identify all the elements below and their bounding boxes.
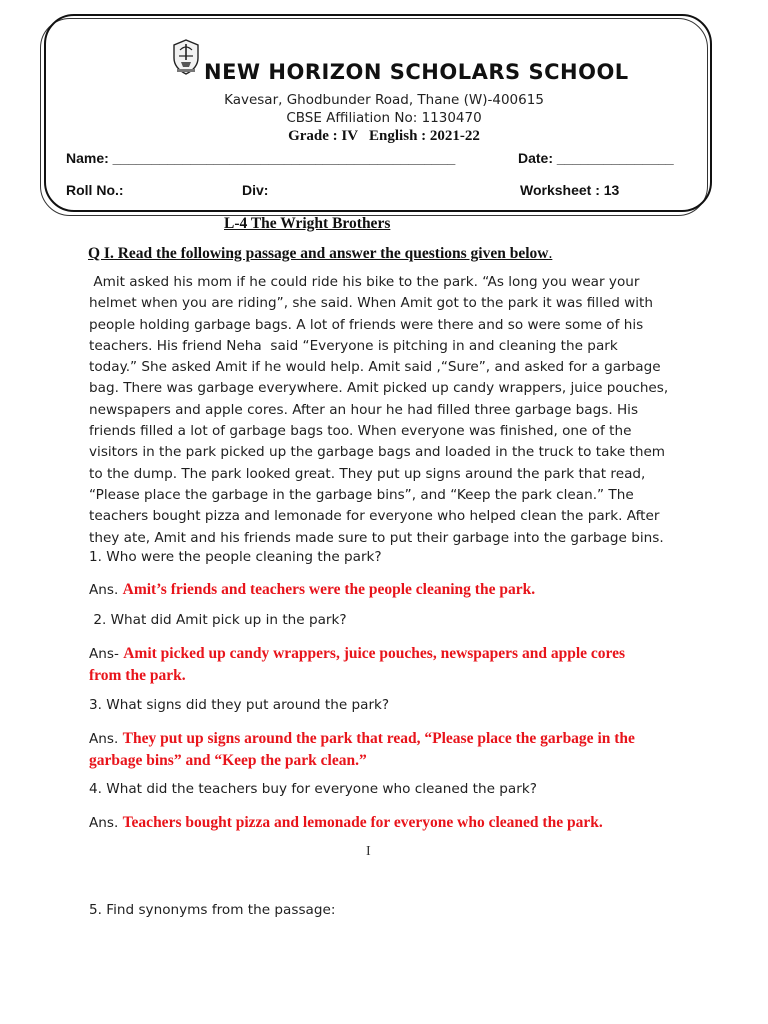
answer-text: They put up signs around the park that read, “Please place the garbage in the — [122, 730, 635, 747]
passage-line: to the dump. The park looked great. They put up signs around the park that read, — [89, 465, 646, 482]
answer-prefix: Ans- — [89, 646, 124, 662]
answer-2 — [89, 643, 625, 687]
answer-prefix: Ans. — [89, 815, 123, 831]
answer-text: Teachers bought pizza and lemonade for everyone who cleaned the park. — [122, 814, 603, 831]
passage-line: helmet when you are riding”, she said. When Amit got to the park it was filled with — [89, 295, 654, 312]
name-field[interactable]: Name: ____________________________________________ — [66, 150, 456, 166]
reading-passage — [89, 272, 709, 549]
passage-line: bag. There was garbage everywhere. Amit picked up candy wrappers, juice pouches, — [89, 380, 669, 397]
passage-line: Amit asked his mom if he could ride his bike to the park. “As long you wear your — [89, 274, 640, 290]
answer-1 — [89, 579, 535, 601]
text-cursor: I — [366, 844, 371, 859]
cbse-affiliation: CBSE Affiliation No: 1130470 — [286, 110, 482, 126]
passage-line: teachers. His friend Neha said “Everyone is pitching in and cleaning the park — [89, 337, 618, 354]
lesson-title: L-4 The Wright Brothers — [224, 215, 391, 232]
date-field[interactable]: Date: _______________ — [518, 150, 674, 166]
answer-text: Amit picked up candy wrappers, juice pouches, newspapers and apple cores — [123, 645, 626, 662]
passage-line: they ate, Amit and his friends made sure to put their garbage into the garbage bins. — [89, 529, 664, 546]
passage-line: “Please place the garbage in the garbage bins”, and “Keep the park clean.” The — [89, 486, 634, 503]
passage-line: today.” She asked Amit if he would help. Amit said ,“Sure”, and asked for a garbage — [89, 359, 661, 376]
grade-subject-year: Grade : IV English : 2021-22 — [288, 128, 480, 144]
answer-text: Amit’s friends and teachers were the people cleaning the park. — [122, 581, 536, 598]
question-4: 4. What did the teachers buy for everyone who cleaned the park? — [89, 781, 537, 797]
school-name: NEW HORIZON SCHOLARS SCHOOL — [204, 60, 629, 84]
answer-3 — [89, 728, 635, 772]
school-address: Kavesar, Ghodbunder Road, Thane (W)-400615 — [224, 92, 544, 108]
question-5: 5. Find synonyms from the passage: — [89, 902, 336, 918]
roll-no-field[interactable]: Roll No.: — [66, 182, 124, 198]
worksheet-number: Worksheet : 13 — [520, 182, 620, 198]
div-field[interactable]: Div: — [242, 182, 269, 198]
passage-line: people holding garbage bags. A lot of friends were there and so were some of his — [89, 316, 644, 333]
answer-4 — [89, 812, 603, 834]
answer-text: garbage bins” and “Keep the park clean.” — [89, 752, 367, 769]
question-heading-period: . — [548, 245, 553, 262]
question-2: 2. What did Amit pick up in the park? — [89, 612, 347, 628]
passage-line: visitors in the park picked up the garbage bags and loaded in the truck to take them — [89, 444, 666, 461]
question-heading-text: Q I. Read the following passage and answer the questions given below — [88, 245, 549, 262]
answer-prefix: Ans. — [89, 582, 123, 598]
answer-text: from the park. — [89, 667, 186, 684]
passage-line: teachers bought pizza and lemonade for everyone who helped clean the park. After — [89, 508, 660, 525]
passage-line: newspapers and apple cores. After an hour he had filled three garbage bags. His — [89, 401, 639, 418]
question-3: 3. What signs did they put around the park? — [89, 697, 390, 713]
school-crest-icon — [170, 38, 202, 76]
question-heading — [88, 245, 552, 263]
answer-prefix: Ans. — [89, 731, 123, 747]
question-1: 1. Who were the people cleaning the park? — [89, 549, 382, 565]
passage-line: friends filled a lot of garbage bags too. When everyone was finished, one of the — [89, 423, 632, 440]
